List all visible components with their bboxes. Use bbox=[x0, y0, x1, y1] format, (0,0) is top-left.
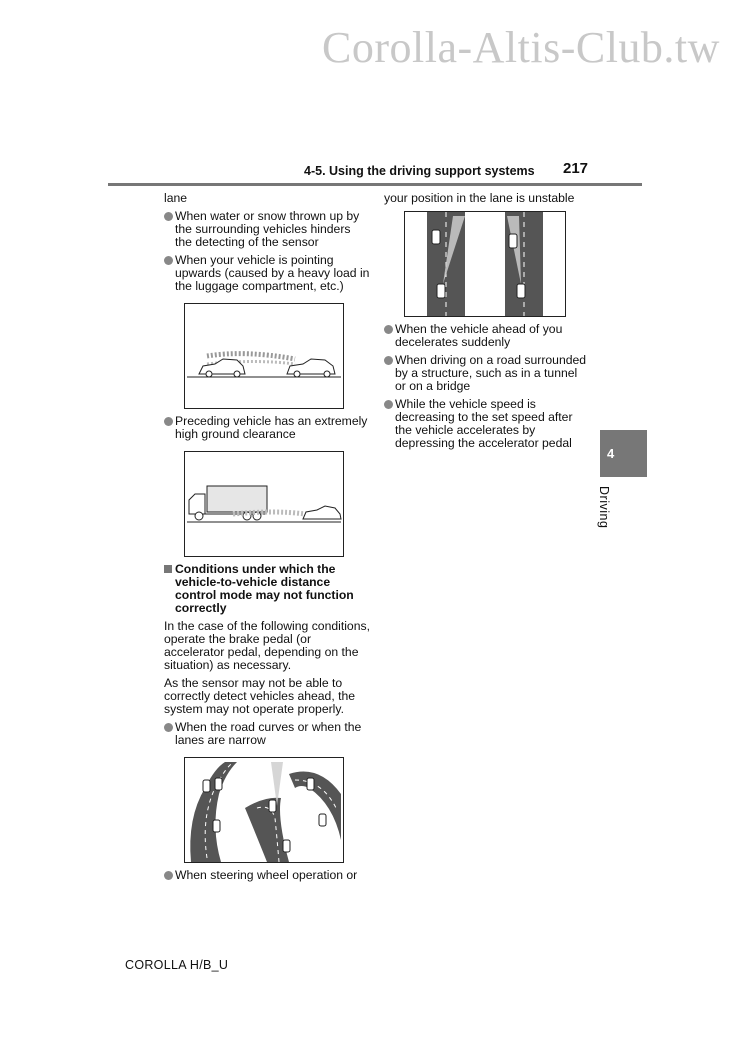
chapter-label: Driving bbox=[597, 486, 611, 529]
bullet-road-curves: When the road curves or when the lanes are narrow bbox=[164, 721, 370, 747]
figure-curved-roads bbox=[184, 757, 344, 863]
steering-continuation: your position in the lane is unstable bbox=[384, 191, 575, 205]
square-bullet-icon bbox=[164, 565, 172, 573]
bullet-steering-wheel: When steering wheel operation or bbox=[164, 869, 370, 882]
lane-continuation: lane bbox=[164, 191, 188, 205]
bullet-dot-icon bbox=[384, 356, 393, 365]
right-column bbox=[384, 192, 588, 455]
bullet-dot-icon bbox=[164, 212, 173, 221]
bullet-high-clearance: Preceding vehicle has an extremely high ground clearance bbox=[164, 415, 370, 441]
section-header: 4-5. Using the driving support systems bbox=[304, 164, 535, 178]
section-heading-conditions: Conditions under which the vehicle-to-vehicle distance control mode may not function correctly bbox=[164, 563, 370, 615]
bullet-tunnel-bridge: When driving on a road surrounded by a structure, such as in a tunnel or on a bridge bbox=[384, 354, 588, 393]
header-rule bbox=[108, 183, 642, 186]
bullet-pointing-upwards: When your vehicle is pointing upwards (caused by a heavy load in the luggage compartment, etc.) bbox=[164, 254, 370, 293]
chapter-number: 4 bbox=[607, 446, 615, 461]
bullet-speed-decreasing: While the vehicle speed is decreasing to the set speed after the vehicle accelerates by depressing the accelerator pedal bbox=[384, 398, 588, 450]
bullet-dot-icon bbox=[164, 871, 173, 880]
bullet-water-snow: When water or snow thrown up by the surrounding vehicles hinders the detecting of the sensor bbox=[164, 210, 370, 249]
bullet-dot-icon bbox=[164, 417, 173, 426]
paragraph-sensor-detect: As the sensor may not be able to correctly detect vehicles ahead, the system may not operate properly. bbox=[164, 676, 356, 716]
bullet-dot-icon bbox=[164, 723, 173, 732]
paragraph-operate-pedal: In the case of the following conditions, operate the brake pedal (or accelerator pedal, depending on the situation) as necessary. bbox=[164, 619, 370, 672]
figure-car-pointing-up bbox=[184, 303, 344, 409]
page-number: 217 bbox=[563, 160, 589, 177]
footer-model-code: COROLLA H/B_U bbox=[125, 958, 229, 972]
bullet-dot-icon bbox=[384, 325, 393, 334]
left-column bbox=[164, 192, 370, 887]
bullet-dot-icon bbox=[384, 400, 393, 409]
figure-unstable-lane-position bbox=[404, 211, 566, 317]
bullet-decelerates-suddenly: When the vehicle ahead of you decelerates suddenly bbox=[384, 323, 588, 349]
watermark-text: Corolla-Altis-Club.tw bbox=[322, 23, 720, 72]
figure-truck-high-clearance bbox=[184, 451, 344, 557]
chapter-tab[interactable] bbox=[600, 430, 647, 477]
bullet-dot-icon bbox=[164, 256, 173, 265]
